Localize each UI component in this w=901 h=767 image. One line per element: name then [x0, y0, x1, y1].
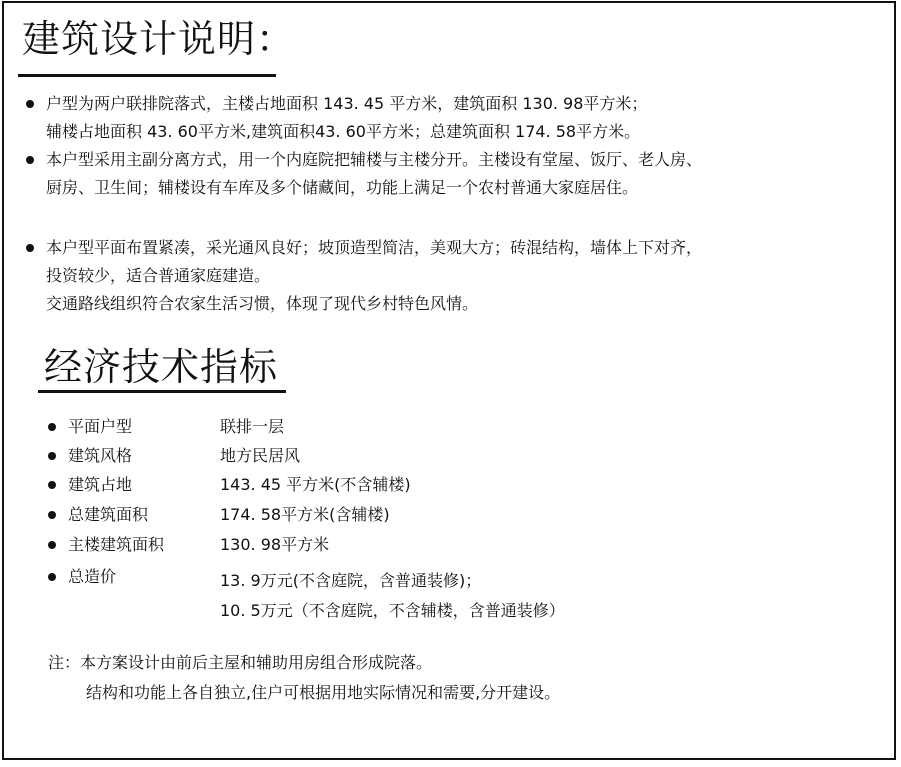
footnote-line: 注：本方案设计由前后主屋和辅助用房组合形成院落。	[48, 653, 433, 672]
indicator-label: 建筑占地	[68, 475, 133, 494]
indicator-value	[220, 566, 565, 626]
indicator-value: 174. 58平方米(含辅楼)	[220, 505, 390, 524]
indicator-value: 130. 98平方米	[220, 535, 330, 554]
footnote	[48, 648, 560, 708]
design-paragraph	[26, 146, 886, 202]
footnote-line: 结构和功能上各自独立,住户可根据用地实际情况和需要,分开建设。	[86, 683, 561, 702]
bullet-icon	[26, 244, 34, 252]
indicator-value-line: 13. 9万元(不含庭院，含普通装修)；	[220, 571, 482, 590]
indicator-label: 建筑风格	[68, 446, 133, 465]
indicator-label: 总造价	[68, 567, 117, 586]
bullet-icon	[48, 573, 56, 581]
bullet-icon	[48, 511, 56, 519]
design-paragraph	[26, 90, 886, 146]
bullet-icon	[48, 452, 56, 460]
design-paragraph	[26, 234, 886, 318]
indicator-value-line: 10. 5万元（不含庭院，不含辅楼，含普通装修）	[220, 601, 565, 620]
paragraph-line: 辅楼占地面积 43. 60平方米,建筑面积43. 60平方米；总建筑面积 174. 58平方米。	[46, 122, 641, 141]
economic-indicators-title: 经济技术指标	[44, 345, 279, 389]
paragraph-line: 本户型采用主副分离方式，用一个内庭院把辅楼与主楼分开。主楼设有堂屋、饭厅、老人房、	[46, 150, 703, 169]
indicator-value: 地方民居风	[220, 446, 301, 465]
bullet-icon	[26, 100, 34, 108]
bullet-icon	[48, 481, 56, 489]
paragraph-line: 本户型平面布置紧凑，采光通风良好；坡顶造型简洁，美观大方；砖混结构，墙体上下对齐，	[46, 238, 703, 257]
design-title-underline	[18, 74, 276, 77]
indicator-label: 总建筑面积	[68, 505, 149, 524]
indicator-value: 联排一层	[220, 417, 285, 436]
paragraph-line: 交通路线组织符合农家生活习惯，体现了现代乡村特色风情。	[46, 294, 479, 313]
design-notes-title: 建筑设计说明：	[22, 17, 296, 61]
bullet-icon	[48, 423, 56, 431]
bullet-icon	[26, 156, 34, 164]
bullet-icon	[48, 541, 56, 549]
paragraph-line: 户型为两户联排院落式，主楼占地面积 143. 45 平方米，建筑面积 130. 98平方米；	[46, 94, 648, 113]
paragraph-line: 厨房、卫生间；辅楼设有车库及多个储藏间，功能上满足一个农村普通大家庭居住。	[46, 178, 639, 197]
paragraph-line: 投资较少，适合普通家庭建造。	[46, 266, 271, 285]
economic-title-underline	[38, 390, 286, 393]
indicator-label: 主楼建筑面积	[68, 535, 165, 554]
indicator-value: 143. 45 平方米(不含辅楼)	[220, 475, 411, 494]
indicator-label: 平面户型	[68, 417, 133, 436]
